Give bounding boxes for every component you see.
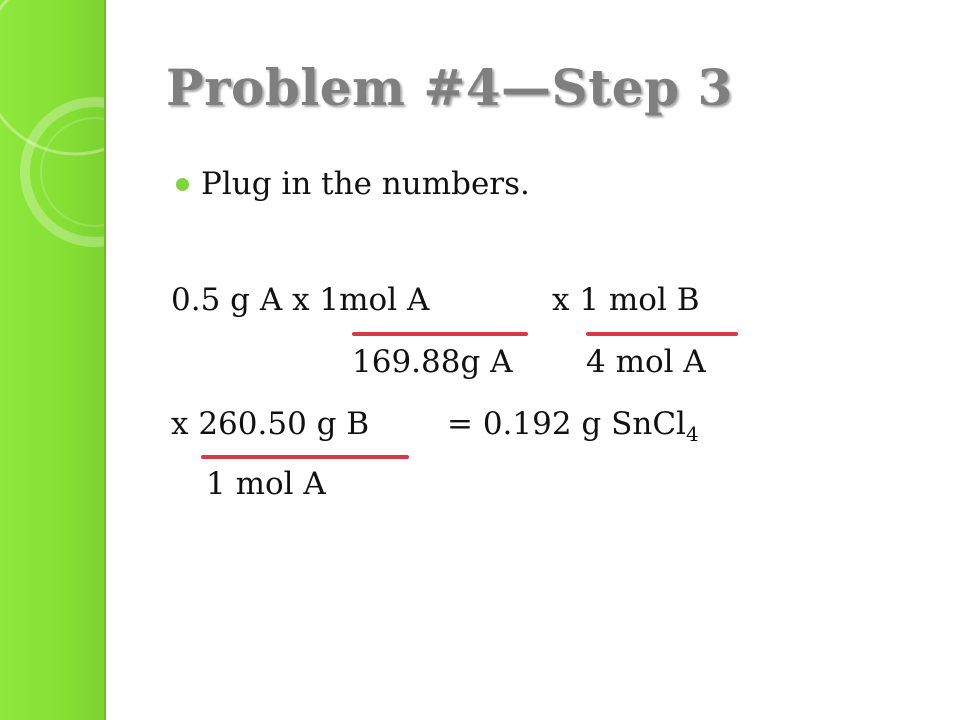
equation-line-3a: x 260.50 g B [171,406,370,442]
bullet-dot-icon [176,178,189,191]
decorative-sidebar [0,0,106,720]
bullet-item [176,166,530,202]
sidebar-edge [104,0,106,720]
equation-line-1b: x 1 mol B [552,282,700,318]
slide-title: Problem #4—Step 3 [166,58,733,117]
fraction-bar-1 [352,332,528,336]
equation-line-1a: 0.5 g A x 1mol A [171,282,430,318]
fraction-bar-3 [201,455,409,459]
equation-line-4: 1 mol A [206,466,326,502]
equation-line-3b [447,406,699,446]
subscript: 4 [685,422,699,446]
equation-line-2b: 4 mol A [586,344,706,380]
decorative-circles [0,0,106,720]
equation-line-2a: 169.88g A [352,344,513,380]
bullet-text: Plug in the numbers. [201,166,530,202]
equation-result: = 0.192 g SnCl [447,406,686,442]
fraction-bar-2 [586,332,738,336]
